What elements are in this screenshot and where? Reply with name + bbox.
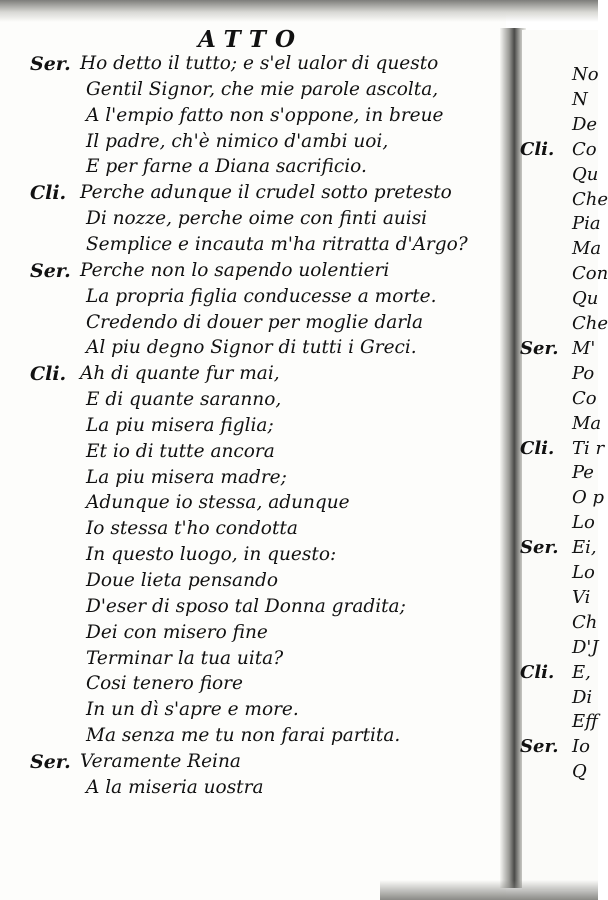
verse-text: O p [572,487,605,509]
verse-text: Io stessa t'ho condotta [86,518,298,540]
verse-line [0,263,608,287]
verse-text: No [572,64,599,85]
verse-text: Ho detto il tutto; e s'el ualor di questo [80,53,439,74]
verse-text: M' [572,337,596,359]
verse-text: Veramente Reina [80,750,241,772]
verse-text: Di nozze, perche oime con finti auisi [86,208,428,230]
verse-text: Ma [572,412,602,434]
verse-text: Ei, [572,537,597,559]
verse-text: A l'empio fatto non s'oppone, in breue [86,104,444,126]
verse-text: De [572,113,598,135]
verse-line [0,213,601,237]
verse-line [0,761,598,785]
verse-line [0,164,598,188]
verse-text: Con [572,263,608,285]
verse-line [0,313,608,337]
verse-text: Co [572,387,597,409]
verse-text: E per farne a Diana sacrificio. [86,156,367,178]
verse-text: Semplice e incauta m'ha ritratta d'Argo? [86,233,468,255]
verse-line [0,537,598,561]
verse-text: A la miseria uostra [86,776,264,798]
verse-text: Al piu degno Signor di tutti i Greci. [86,337,417,359]
verse-line [0,736,598,760]
verse-text: Q [572,761,587,783]
verse-line [0,562,598,586]
verse-line [0,114,598,138]
verse-text: La piu misera figlia; [86,414,274,436]
verse-text: Cosi tenero fiore [86,673,243,695]
verse-line [0,587,598,611]
verse-text: In un dì s'apre e more. [86,699,299,721]
verse-text: Eff [572,711,598,733]
verse-text: D'J [572,636,599,658]
verse-text: Lo [572,562,595,583]
verse-text: Perche adunque il crudel sotto pretesto [80,182,452,204]
verse-text: Et io di tutte ancora [86,440,275,462]
speaker-label: Cli. [520,138,555,160]
verse-text: Dei con misero fine [86,621,268,643]
verse-line [0,388,598,412]
verse-line [0,711,598,735]
verse-line [0,238,602,262]
top-edge-shadow [0,0,598,22]
speaker-label: Cli. [520,661,555,683]
verse-text: Pe [572,462,594,484]
verse-text: N [572,88,588,110]
verse-text: Co [572,138,597,160]
verse-line [0,64,598,88]
verse-text: Lo [572,512,595,534]
speaker-label: Ser. [520,736,559,758]
bottom-edge-shadow [380,880,598,900]
speaker-label: Ser. [30,53,71,75]
verse-line [0,437,605,462]
verse-line [0,687,598,711]
verse-text: Perche non lo sapendo uolentieri [80,259,390,281]
verse-text: Terminar la tua uita? [86,647,284,669]
speaker-label: Ser. [520,337,559,359]
verse-text: D'eser di sposo tal Donna gradita; [86,595,406,617]
verse-text: Adunque io stessa, adunque [86,492,350,514]
verse-line [0,662,598,686]
speaker-label: Ser. [30,750,71,773]
verse-line [0,637,598,661]
verse-line [0,612,598,636]
verse-line [0,338,598,362]
verse-text: Pia [572,213,601,235]
verse-line [0,285,599,312]
verse-line [0,363,598,387]
speaker-label: Ser. [520,537,559,559]
verse-line [0,487,605,514]
verse-line [0,412,602,437]
verse-text: Ah di quante fur mai, [80,363,280,385]
speaker-label: Ser. [30,259,71,282]
verse-text: In questo luogo, in questo: [86,544,337,566]
verse-text: Io [572,736,590,758]
running-header: ATTO [198,26,305,53]
verse-text: Credendo di douer per moglie darla [86,311,424,333]
speaker-label: Cli. [520,437,555,459]
verse-line [0,139,598,163]
verse-line [0,512,598,536]
verse-text: Qu [572,288,599,310]
verse-text: Vi [572,586,591,608]
verse-text: Di [572,686,593,708]
verse-text: La propria figlia conducesse a morte. [86,285,437,307]
verse-text: Ch [572,611,598,633]
verse-text: Qu [572,163,599,185]
verse-line [0,462,598,486]
verse-text: Ma [572,238,602,260]
verse-text: Ma senza me tu non farai partita. [86,725,401,747]
verse-line [0,188,608,213]
verse-text: Doue lieta pensando [86,570,278,591]
verse-text: Ti r [572,437,605,459]
speaker-label: Cli. [30,182,67,205]
verse-text: Il padre, ch'è nimico d'ambi uoi, [86,130,389,152]
verse-text: La piu misera madre; [86,466,287,488]
verse-line [0,89,598,113]
verse-text: Che [572,188,608,210]
verse-text: E di quante saranno, [86,389,282,411]
verse-text: Che [572,313,608,334]
speaker-label: Cli. [30,363,67,386]
verse-text: Po [572,362,595,384]
verse-text: E, [572,661,591,683]
verse-text: Gentil Signor, che mie parole ascolta, [86,78,439,100]
